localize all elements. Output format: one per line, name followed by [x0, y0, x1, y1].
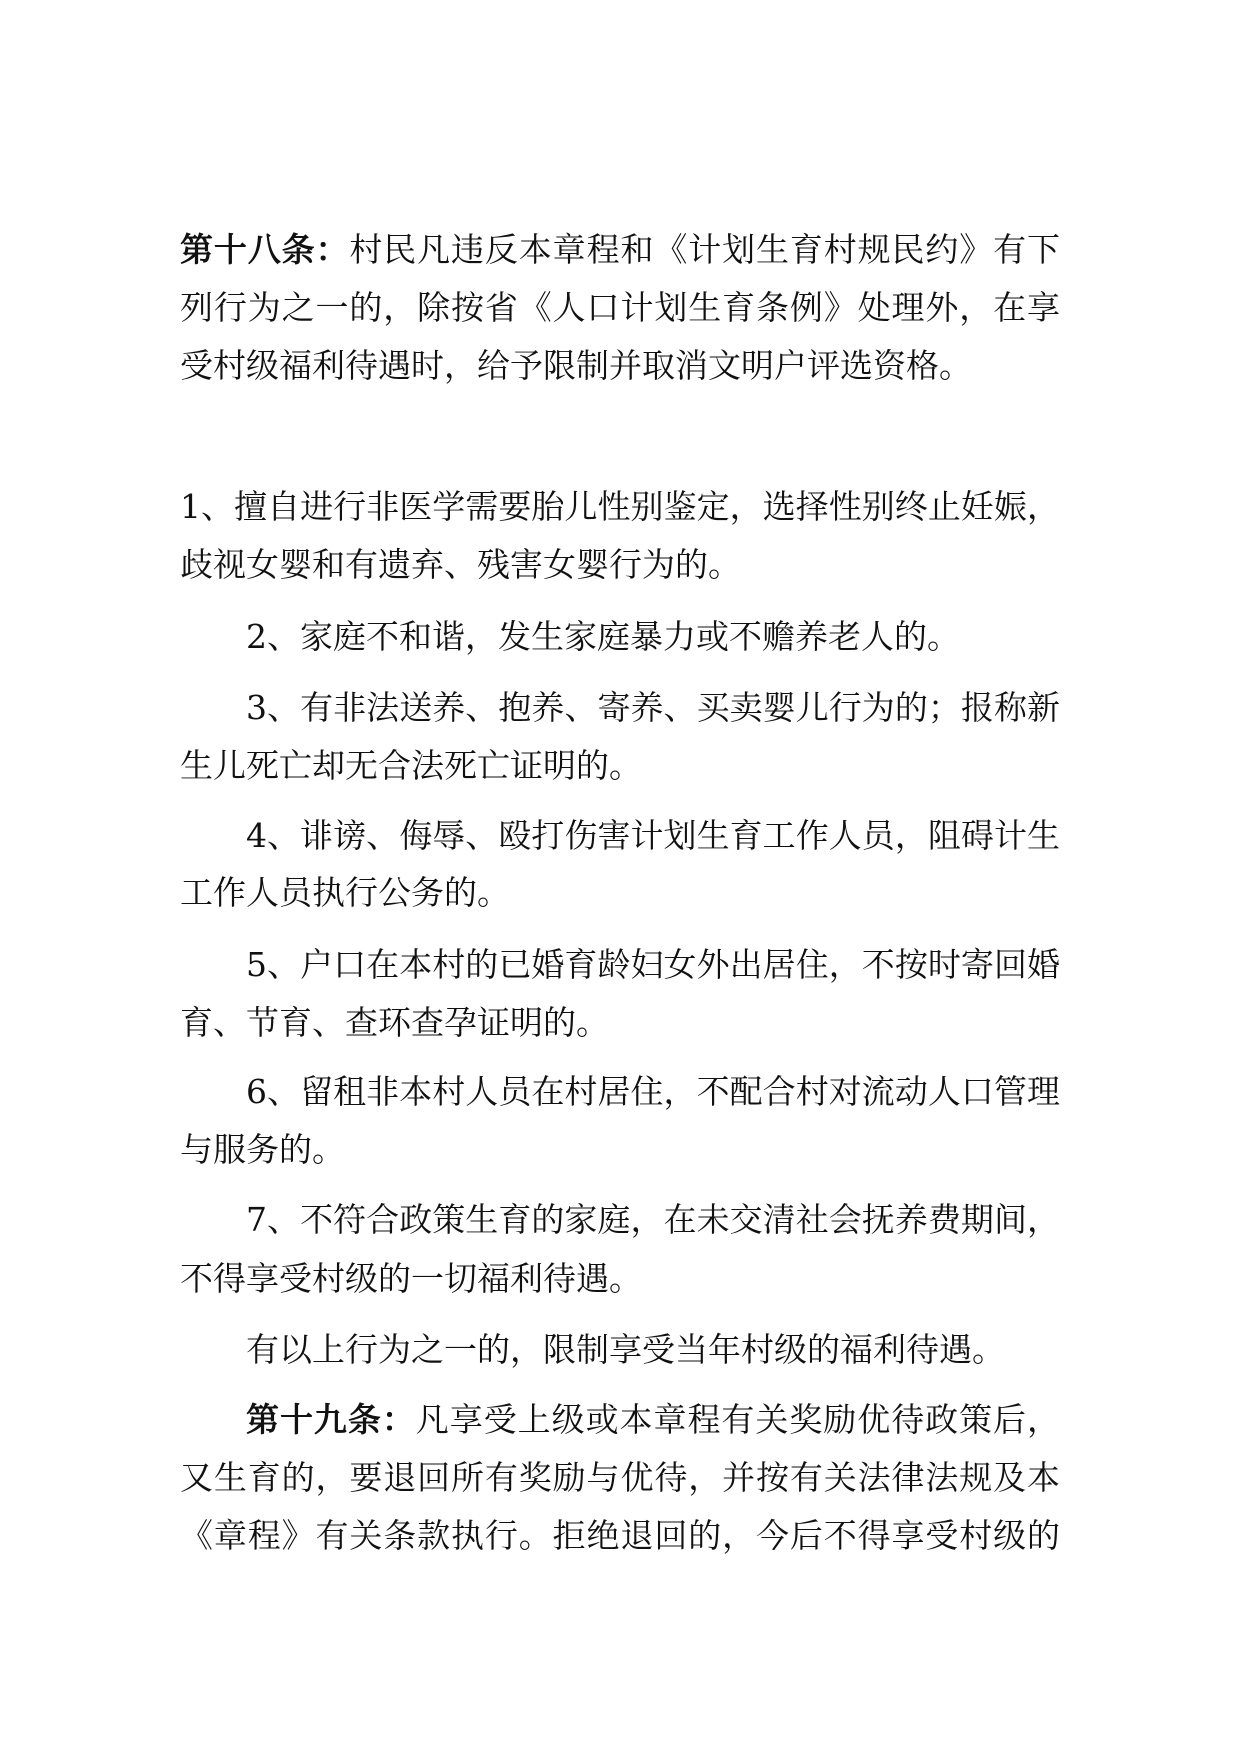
item-3-line-2: 生儿死亡却无合法死亡证明的。	[180, 746, 642, 785]
item-3-line-1: 3、有非法送养、抱养、寄养、买卖婴儿行为的；报称新	[246, 688, 1060, 727]
item-7-line-2: 不得享受村级的一切福利待遇。	[180, 1259, 642, 1298]
summary-line: 有以上行为之一的，限制享受当年村级的福利待遇。	[246, 1330, 1005, 1369]
article-18-line-3: 受村级福利待遇时，给予限制并取消文明户评选资格。	[180, 346, 972, 385]
article-18-line-2: 列行为之一的，除按省《人口计划生育条例》处理外，在享	[180, 288, 1060, 327]
article-19-line-2: 又生育的，要退回所有奖励与优待，并按有关法律法规及本	[180, 1458, 1060, 1497]
item-5-line-1: 5、户口在本村的已婚育龄妇女外出居住，不按时寄回婚	[246, 945, 1060, 984]
article-18-text-1: 村民凡违反本章程和《计划生育村规民约》有下	[349, 230, 1060, 269]
article-18-heading: 第十八条：	[180, 230, 350, 269]
article-19-text-1: 凡享受上级或本章程有关奖励优待政策后，	[415, 1400, 1060, 1439]
item-2-line-1: 2、家庭不和谐，发生家庭暴力或不赡养老人的。	[246, 617, 960, 656]
item-1-line-1: 1、擅自进行非医学需要胎儿性别鉴定，选择性别终止妊娠，	[180, 487, 1060, 526]
article-19-line-3: 《章程》有关条款执行。拒绝退回的，今后不得享受村级的	[180, 1516, 1060, 1555]
item-6-line-2: 与服务的。	[180, 1130, 345, 1169]
item-4-line-1: 4、诽谤、侮辱、殴打伤害计划生育工作人员，阻碍计生	[246, 816, 1060, 855]
article-19-heading: 第十九条：	[246, 1400, 416, 1439]
item-4-line-2: 工作人员执行公务的。	[180, 873, 510, 912]
article-18-line-1	[180, 230, 1060, 270]
item-5-line-2: 育、节育、查环查孕证明的。	[180, 1003, 609, 1042]
item-6-line-1: 6、留租非本村人员在村居住，不配合村对流动人口管理	[246, 1072, 1060, 1111]
article-19-line-1	[246, 1400, 1060, 1440]
item-7-line-1: 7、不符合政策生育的家庭，在未交清社会抚养费期间，	[246, 1200, 1060, 1239]
item-1-line-2: 歧视女婴和有遗弃、残害女婴行为的。	[180, 545, 741, 584]
